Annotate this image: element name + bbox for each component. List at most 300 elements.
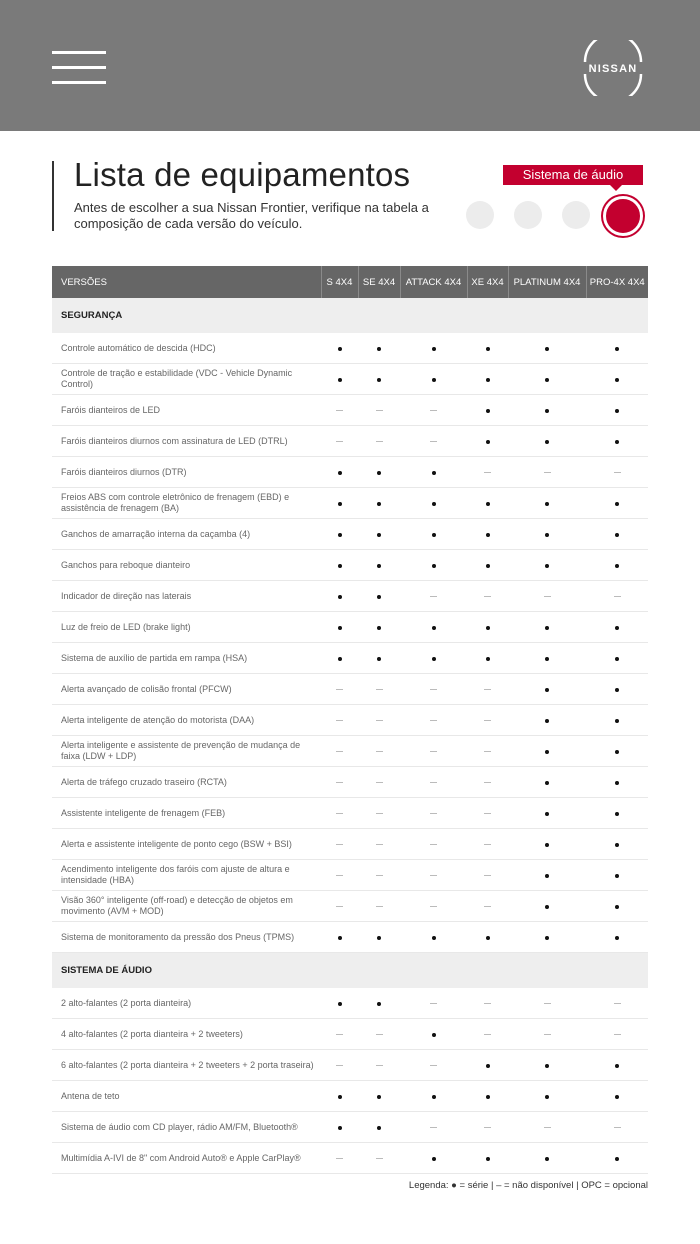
availability-cell <box>321 426 358 457</box>
availability-cell <box>508 705 586 736</box>
availability-cell <box>321 829 358 860</box>
standard-bullet-icon <box>545 502 549 506</box>
standard-bullet-icon <box>377 533 381 537</box>
availability-cell <box>321 581 358 612</box>
availability-cell <box>358 1143 400 1174</box>
standard-bullet-icon <box>432 378 436 382</box>
availability-cell <box>400 488 467 519</box>
version-header: XE 4X4 <box>467 266 508 298</box>
standard-bullet-icon <box>432 533 436 537</box>
availability-cell <box>467 1143 508 1174</box>
section-title: SISTEMA DE ÁUDIO <box>52 953 648 989</box>
standard-bullet-icon <box>432 1157 436 1161</box>
standard-bullet-icon <box>338 533 342 537</box>
availability-cell <box>586 612 648 643</box>
availability-cell <box>586 736 648 767</box>
availability-cell <box>358 705 400 736</box>
table-row <box>52 519 648 550</box>
not-available-dash-icon <box>376 1065 383 1066</box>
table-row <box>52 488 648 519</box>
not-available-dash-icon <box>376 906 383 907</box>
standard-bullet-icon <box>432 1095 436 1099</box>
feature-label: Faróis dianteiros diurnos (DTR) <box>52 457 321 488</box>
standard-bullet-icon <box>377 626 381 630</box>
standard-bullet-icon <box>486 936 490 940</box>
not-available-dash-icon <box>376 1158 383 1159</box>
availability-cell <box>358 519 400 550</box>
availability-cell <box>321 891 358 922</box>
standard-bullet-icon <box>615 564 619 568</box>
availability-cell <box>321 519 358 550</box>
availability-cell <box>467 988 508 1019</box>
availability-cell <box>358 798 400 829</box>
not-available-dash-icon <box>430 441 437 442</box>
availability-cell <box>467 891 508 922</box>
availability-cell <box>400 519 467 550</box>
availability-cell <box>467 333 508 364</box>
availability-cell <box>358 612 400 643</box>
standard-bullet-icon <box>486 1064 490 1068</box>
standard-bullet-icon <box>615 409 619 413</box>
feature-label: 6 alto-falantes (2 porta dianteira + 2 tweeters + 2 porta traseira) <box>52 1050 321 1081</box>
availability-cell <box>508 1050 586 1081</box>
availability-cell <box>321 643 358 674</box>
not-available-dash-icon <box>336 875 343 876</box>
not-available-dash-icon <box>484 782 491 783</box>
top-header <box>0 0 700 131</box>
not-available-dash-icon <box>376 875 383 876</box>
standard-bullet-icon <box>377 347 381 351</box>
availability-cell <box>321 860 358 891</box>
not-available-dash-icon <box>484 472 491 473</box>
feature-label: Alerta avançado de colisão frontal (PFCW) <box>52 674 321 705</box>
carousel-dot-2[interactable] <box>514 201 542 229</box>
feature-label: Indicador de direção nas laterais <box>52 581 321 612</box>
standard-bullet-icon <box>377 1126 381 1130</box>
availability-cell <box>358 1112 400 1143</box>
not-available-dash-icon <box>430 875 437 876</box>
availability-cell <box>358 736 400 767</box>
availability-cell <box>467 581 508 612</box>
standard-bullet-icon <box>338 595 342 599</box>
availability-cell <box>508 1081 586 1112</box>
not-available-dash-icon <box>376 720 383 721</box>
equipment-table <box>52 266 648 1174</box>
table-row <box>52 736 648 767</box>
version-header: PLATINUM 4X4 <box>508 266 586 298</box>
availability-cell <box>400 426 467 457</box>
feature-label: Sistema de auxílio de partida em rampa (HSA) <box>52 643 321 674</box>
availability-cell <box>321 767 358 798</box>
availability-cell <box>586 1112 648 1143</box>
nissan-logo[interactable] <box>576 40 650 96</box>
availability-cell <box>508 674 586 705</box>
availability-cell <box>508 333 586 364</box>
not-available-dash-icon <box>430 751 437 752</box>
standard-bullet-icon <box>486 657 490 661</box>
table-row <box>52 1081 648 1112</box>
availability-cell <box>321 1050 358 1081</box>
page-subtitle: Antes de escolher a sua Nissan Frontier, verifique na tabela a composição de cada versão do veículo. <box>74 200 429 231</box>
availability-cell <box>467 705 508 736</box>
carousel-dot-3[interactable] <box>562 201 590 229</box>
not-available-dash-icon <box>376 1034 383 1035</box>
table-row <box>52 922 648 953</box>
availability-cell <box>467 519 508 550</box>
availability-cell <box>400 333 467 364</box>
availability-cell <box>358 581 400 612</box>
not-available-dash-icon <box>544 472 551 473</box>
availability-cell <box>467 767 508 798</box>
availability-cell <box>508 364 586 395</box>
availability-cell <box>321 488 358 519</box>
availability-cell <box>400 988 467 1019</box>
availability-cell <box>467 395 508 426</box>
availability-cell <box>321 333 358 364</box>
availability-cell <box>467 643 508 674</box>
availability-cell <box>586 519 648 550</box>
page-title: Lista de equipamentos <box>74 156 411 193</box>
availability-cell <box>400 550 467 581</box>
feature-label: Alerta inteligente e assistente de prevenção de mudança de faixa (LDW + LDP) <box>52 736 321 767</box>
standard-bullet-icon <box>338 1095 342 1099</box>
standard-bullet-icon <box>377 657 381 661</box>
availability-cell <box>508 767 586 798</box>
carousel-dot-active[interactable] <box>603 196 643 236</box>
availability-cell <box>358 988 400 1019</box>
availability-cell <box>467 736 508 767</box>
table-row <box>52 798 648 829</box>
not-available-dash-icon <box>430 906 437 907</box>
availability-cell <box>508 798 586 829</box>
standard-bullet-icon <box>377 1095 381 1099</box>
feature-label: Visão 360° inteligente (off-road) e detecção de objetos em movimento (AVM + MOD) <box>52 891 321 922</box>
standard-bullet-icon <box>338 347 342 351</box>
standard-bullet-icon <box>432 471 436 475</box>
availability-cell <box>508 829 586 860</box>
availability-cell <box>400 891 467 922</box>
not-available-dash-icon <box>336 1034 343 1035</box>
availability-cell <box>467 488 508 519</box>
title-accent-bar <box>52 161 54 231</box>
availability-cell <box>321 922 358 953</box>
not-available-dash-icon <box>544 1003 551 1004</box>
availability-cell <box>586 1019 648 1050</box>
standard-bullet-icon <box>615 657 619 661</box>
availability-cell <box>321 674 358 705</box>
feature-label: 4 alto-falantes (2 porta dianteira + 2 tweeters) <box>52 1019 321 1050</box>
not-available-dash-icon <box>614 1003 621 1004</box>
standard-bullet-icon <box>486 533 490 537</box>
standard-bullet-icon <box>545 750 549 754</box>
not-available-dash-icon <box>430 1003 437 1004</box>
availability-cell <box>508 1112 586 1143</box>
standard-bullet-icon <box>615 1157 619 1161</box>
standard-bullet-icon <box>377 1002 381 1006</box>
availability-cell <box>508 581 586 612</box>
availability-cell <box>358 488 400 519</box>
standard-bullet-icon <box>545 905 549 909</box>
standard-bullet-icon <box>615 781 619 785</box>
not-available-dash-icon <box>430 1065 437 1066</box>
availability-cell <box>586 767 648 798</box>
availability-cell <box>321 395 358 426</box>
feature-label: Antena de teto <box>52 1081 321 1112</box>
not-available-dash-icon <box>484 751 491 752</box>
availability-cell <box>467 612 508 643</box>
not-available-dash-icon <box>614 1034 621 1035</box>
availability-cell <box>321 457 358 488</box>
section-header-row <box>52 298 648 333</box>
standard-bullet-icon <box>432 564 436 568</box>
availability-cell <box>321 736 358 767</box>
availability-cell <box>508 550 586 581</box>
availability-cell <box>467 798 508 829</box>
availability-cell <box>508 860 586 891</box>
standard-bullet-icon <box>615 533 619 537</box>
table-row <box>52 674 648 705</box>
availability-cell <box>358 333 400 364</box>
availability-cell <box>508 1019 586 1050</box>
not-available-dash-icon <box>336 844 343 845</box>
availability-cell <box>321 798 358 829</box>
feature-label: Controle de tração e estabilidade (VDC - Vehicle Dynamic Control) <box>52 364 321 395</box>
feature-label: Controle automático de descida (HDC) <box>52 333 321 364</box>
availability-cell <box>467 550 508 581</box>
availability-cell <box>508 988 586 1019</box>
standard-bullet-icon <box>486 409 490 413</box>
standard-bullet-icon <box>377 378 381 382</box>
not-available-dash-icon <box>336 720 343 721</box>
availability-cell <box>467 829 508 860</box>
standard-bullet-icon <box>486 564 490 568</box>
not-available-dash-icon <box>376 410 383 411</box>
standard-bullet-icon <box>615 874 619 878</box>
not-available-dash-icon <box>336 1158 343 1159</box>
availability-cell <box>586 988 648 1019</box>
standard-bullet-icon <box>545 874 549 878</box>
availability-cell <box>586 674 648 705</box>
standard-bullet-icon <box>545 781 549 785</box>
not-available-dash-icon <box>376 782 383 783</box>
availability-cell <box>586 426 648 457</box>
standard-bullet-icon <box>545 440 549 444</box>
standard-bullet-icon <box>615 812 619 816</box>
availability-cell <box>358 829 400 860</box>
standard-bullet-icon <box>545 688 549 692</box>
availability-cell <box>358 891 400 922</box>
standard-bullet-icon <box>545 812 549 816</box>
availability-cell <box>467 674 508 705</box>
table-row <box>52 860 648 891</box>
table-row <box>52 767 648 798</box>
availability-cell <box>400 1050 467 1081</box>
standard-bullet-icon <box>486 347 490 351</box>
not-available-dash-icon <box>430 813 437 814</box>
availability-cell <box>467 1081 508 1112</box>
standard-bullet-icon <box>432 626 436 630</box>
feature-label: Sistema de monitoramento da pressão dos Pneus (TPMS) <box>52 922 321 953</box>
table-row <box>52 829 648 860</box>
availability-cell <box>321 1019 358 1050</box>
standard-bullet-icon <box>615 502 619 506</box>
availability-cell <box>358 426 400 457</box>
availability-cell <box>508 426 586 457</box>
svg-text:NISSAN: NISSAN <box>588 63 638 75</box>
availability-cell <box>508 891 586 922</box>
standard-bullet-icon <box>545 719 549 723</box>
availability-cell <box>358 1081 400 1112</box>
standard-bullet-icon <box>545 1095 549 1099</box>
availability-cell <box>508 612 586 643</box>
standard-bullet-icon <box>377 595 381 599</box>
not-available-dash-icon <box>544 596 551 597</box>
not-available-dash-icon <box>336 813 343 814</box>
hamburger-menu-icon[interactable] <box>52 51 106 85</box>
availability-cell <box>358 643 400 674</box>
availability-cell <box>467 1019 508 1050</box>
standard-bullet-icon <box>545 564 549 568</box>
not-available-dash-icon <box>336 441 343 442</box>
availability-cell <box>321 988 358 1019</box>
availability-cell <box>321 1143 358 1174</box>
standard-bullet-icon <box>615 1064 619 1068</box>
standard-bullet-icon <box>338 564 342 568</box>
standard-bullet-icon <box>545 1157 549 1161</box>
availability-cell <box>400 1112 467 1143</box>
standard-bullet-icon <box>545 347 549 351</box>
availability-cell <box>358 364 400 395</box>
standard-bullet-icon <box>338 657 342 661</box>
standard-bullet-icon <box>432 936 436 940</box>
standard-bullet-icon <box>338 936 342 940</box>
version-header: PRO-4X 4X4 <box>586 266 648 298</box>
standard-bullet-icon <box>615 843 619 847</box>
versions-header: VERSÕES <box>52 266 321 298</box>
standard-bullet-icon <box>545 936 549 940</box>
section-title: SEGURANÇA <box>52 298 648 333</box>
availability-cell <box>586 829 648 860</box>
availability-cell <box>586 395 648 426</box>
standard-bullet-icon <box>377 936 381 940</box>
availability-cell <box>508 1143 586 1174</box>
not-available-dash-icon <box>430 782 437 783</box>
not-available-dash-icon <box>484 720 491 721</box>
availability-cell <box>586 550 648 581</box>
availability-cell <box>586 891 648 922</box>
standard-bullet-icon <box>615 378 619 382</box>
not-available-dash-icon <box>430 844 437 845</box>
standard-bullet-icon <box>377 502 381 506</box>
table-row <box>52 426 648 457</box>
not-available-dash-icon <box>430 596 437 597</box>
standard-bullet-icon <box>338 502 342 506</box>
availability-cell <box>508 519 586 550</box>
feature-label: Multimídia A-IVI de 8" com Android Auto® e Apple CarPlay® <box>52 1143 321 1174</box>
standard-bullet-icon <box>486 1095 490 1099</box>
not-available-dash-icon <box>430 1127 437 1128</box>
version-header: ATTACK 4X4 <box>400 266 467 298</box>
availability-cell <box>400 767 467 798</box>
not-available-dash-icon <box>614 596 621 597</box>
feature-label: Alerta inteligente de atenção do motorista (DAA) <box>52 705 321 736</box>
standard-bullet-icon <box>432 1033 436 1037</box>
standard-bullet-icon <box>338 626 342 630</box>
availability-cell <box>586 488 648 519</box>
table-row <box>52 612 648 643</box>
availability-cell <box>400 829 467 860</box>
availability-cell <box>400 1143 467 1174</box>
availability-cell <box>508 457 586 488</box>
availability-cell <box>358 550 400 581</box>
table-row <box>52 333 648 364</box>
standard-bullet-icon <box>486 440 490 444</box>
standard-bullet-icon <box>545 1064 549 1068</box>
standard-bullet-icon <box>432 347 436 351</box>
feature-label: Alerta e assistente inteligente de ponto cego (BSW + BSI) <box>52 829 321 860</box>
table-row <box>52 581 648 612</box>
availability-cell <box>358 767 400 798</box>
availability-cell <box>586 643 648 674</box>
not-available-dash-icon <box>376 813 383 814</box>
table-row <box>52 1019 648 1050</box>
availability-cell <box>400 1081 467 1112</box>
not-available-dash-icon <box>614 1127 621 1128</box>
availability-cell <box>321 550 358 581</box>
feature-label: Acendimento inteligente dos faróis com ajuste de altura e intensidade (HBA) <box>52 860 321 891</box>
availability-cell <box>586 457 648 488</box>
availability-cell <box>400 798 467 829</box>
standard-bullet-icon <box>338 471 342 475</box>
table-row <box>52 1050 648 1081</box>
availability-cell <box>467 1050 508 1081</box>
table-row <box>52 457 648 488</box>
availability-cell <box>586 581 648 612</box>
availability-cell <box>586 798 648 829</box>
not-available-dash-icon <box>430 689 437 690</box>
availability-cell <box>400 1019 467 1050</box>
standard-bullet-icon <box>486 1157 490 1161</box>
version-header: S 4X4 <box>321 266 358 298</box>
not-available-dash-icon <box>430 720 437 721</box>
standard-bullet-icon <box>545 843 549 847</box>
not-available-dash-icon <box>484 596 491 597</box>
not-available-dash-icon <box>376 689 383 690</box>
feature-label: Freios ABS com controle eletrônico de frenagem (EBD) e assistência de frenagem (BA) <box>52 488 321 519</box>
feature-label: Ganchos de amarração interna da caçamba (4) <box>52 519 321 550</box>
standard-bullet-icon <box>545 409 549 413</box>
availability-cell <box>400 860 467 891</box>
section-header-row <box>52 953 648 989</box>
availability-cell <box>358 395 400 426</box>
standard-bullet-icon <box>545 533 549 537</box>
availability-cell <box>400 364 467 395</box>
table-row <box>52 550 648 581</box>
standard-bullet-icon <box>486 626 490 630</box>
availability-cell <box>321 612 358 643</box>
feature-label: 2 alto-falantes (2 porta dianteira) <box>52 988 321 1019</box>
availability-cell <box>400 612 467 643</box>
feature-label: Assistente inteligente de frenagem (FEB) <box>52 798 321 829</box>
feature-label: Luz de freio de LED (brake light) <box>52 612 321 643</box>
carousel-dot-1[interactable] <box>466 201 494 229</box>
table-row <box>52 643 648 674</box>
availability-cell <box>321 364 358 395</box>
not-available-dash-icon <box>336 1065 343 1066</box>
availability-cell <box>358 1050 400 1081</box>
availability-cell <box>467 860 508 891</box>
availability-cell <box>400 643 467 674</box>
